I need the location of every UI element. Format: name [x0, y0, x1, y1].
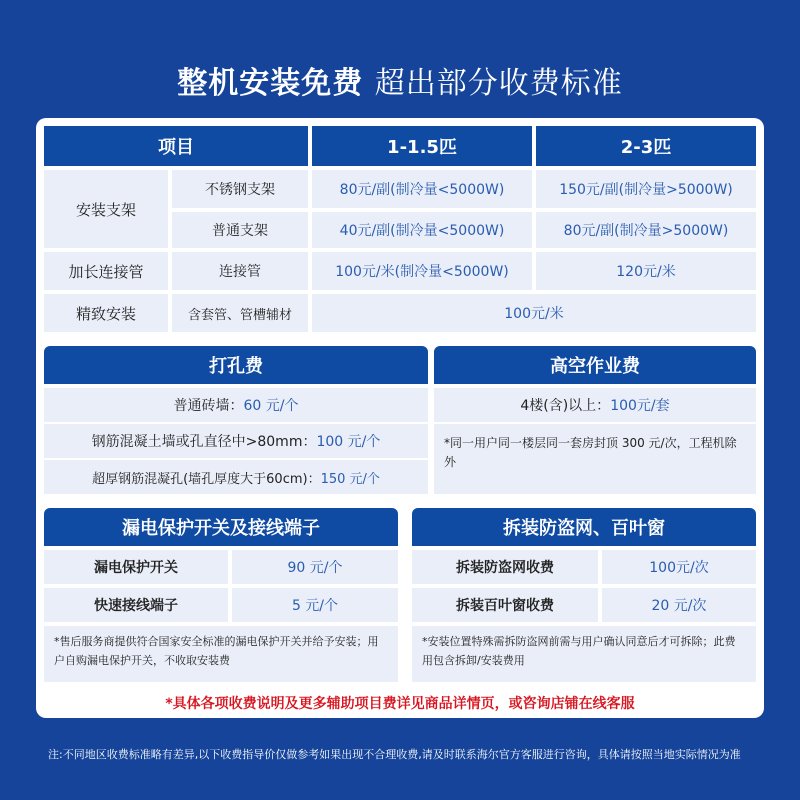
stainless-bracket-value-1: 80元/副(制冷量<5000W) [312, 170, 532, 208]
row-label-fine-install: 精致安装 [44, 294, 168, 332]
normal-bracket-value-1: 40元/副(制冷量<5000W) [312, 212, 532, 248]
pipe-label: 连接管 [172, 252, 308, 290]
dismantle-r1-value: 100元/次 [602, 550, 756, 584]
drilling-r2-value: 100 元/个 [316, 434, 381, 450]
page-title [0, 58, 800, 102]
drilling-row-1 [44, 388, 428, 422]
drilling-row-3 [44, 460, 428, 494]
leakage-header: 漏电保护开关及接线端子 [44, 508, 398, 546]
dismantle-r2-value: 20 元/次 [602, 588, 756, 622]
drilling-r1-label: 普通砖墙： [173, 398, 244, 414]
title-bold: 整机安装免费 [177, 66, 364, 101]
high-altitude-note: *同一用户同一楼层同一套房封顶 300 元/次，工程机除外 [434, 424, 756, 494]
title-normal: 超出部分收费标准 [374, 66, 623, 101]
leakage-r2-label: 快速接线端子 [44, 588, 228, 622]
drilling-r1-value: 60 元/个 [243, 398, 299, 414]
fine-install-value: 100元/米 [312, 294, 756, 332]
fine-install-sub: 含套管、管槽辅材 [172, 294, 308, 332]
high-altitude-r1-value: 100元/套 [610, 398, 670, 414]
row-label-extend-pipe: 加长连接管 [44, 252, 168, 290]
drilling-row-2 [44, 424, 428, 458]
drilling-r3-value: 150 元/个 [320, 471, 380, 487]
drilling-header: 打孔费 [44, 346, 428, 384]
stainless-bracket-value-2: 150元/副(制冷量>5000W) [536, 170, 756, 208]
pipe-value-2: 120元/米 [536, 252, 756, 290]
high-altitude-header: 高空作业费 [434, 346, 756, 384]
drilling-r2-label: 钢筋混凝土墙或孔直径中>80mm： [91, 434, 317, 450]
header-1-1.5hp: 1-1.5匹 [312, 126, 532, 166]
leakage-r1-label: 漏电保护开关 [44, 550, 228, 584]
normal-bracket-value-2: 80元/副(制冷量>5000W) [536, 212, 756, 248]
dismantle-note: *安装位置特殊需拆防盗网前需与用户确认同意后才可拆除；此费用包含拆卸/安装费用 [412, 626, 756, 682]
header-item: 项目 [44, 126, 308, 166]
row-label-bracket: 安装支架 [44, 170, 168, 248]
high-altitude-row-1 [434, 388, 756, 422]
header-2-3hp: 2-3匹 [536, 126, 756, 166]
leakage-r2-value: 5 元/个 [232, 588, 398, 622]
high-altitude-r1-label: 4楼(含)以上： [520, 398, 611, 414]
dismantle-r1-label: 拆装防盗网收费 [412, 550, 598, 584]
dismantle-r2-label: 拆装百叶窗收费 [412, 588, 598, 622]
dismantle-header: 拆装防盗网、百叶窗 [412, 508, 756, 546]
footer-note: 注:不同地区收费标准略有差异,以下收费指导价仅做参考如果出现不合理收费,请及时联系海尔官方客服进行咨询，具体请按照当地实际情况为准 [48, 748, 741, 761]
leakage-r1-value: 90 元/个 [232, 550, 398, 584]
red-notice: *具体各项收费说明及更多辅助项目费详见商品详情页，或咨询店铺在线客服 [165, 696, 635, 712]
stainless-bracket-label: 不锈钢支架 [172, 170, 308, 208]
normal-bracket-label: 普通支架 [172, 212, 308, 248]
drilling-r3-label: 超厚钢筋混凝孔(墙孔厚度大于60cm)： [92, 471, 321, 487]
leakage-note: *售后服务商提供符合国家安全标准的漏电保护开关并给予安装；用户自购漏电保护开关，不收取安装费 [44, 626, 398, 682]
pipe-value-1: 100元/米(制冷量<5000W) [312, 252, 532, 290]
